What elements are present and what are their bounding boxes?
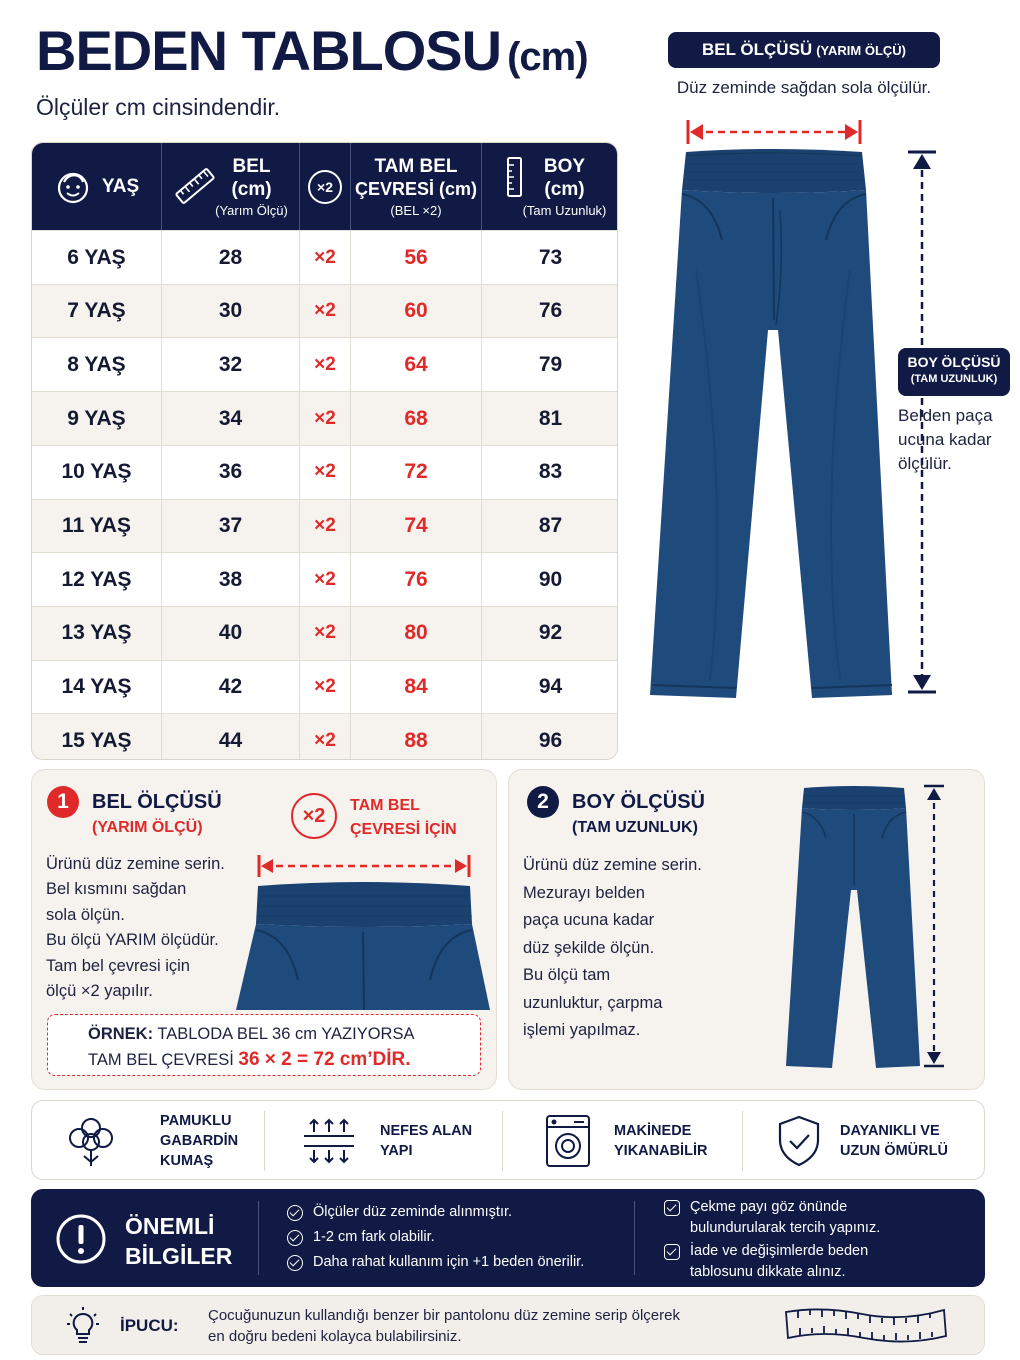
cell-x2: ×2 <box>300 285 351 338</box>
step-1-badge: 1 <box>47 786 79 818</box>
example-box <box>47 1014 481 1076</box>
important-item-text: Daha rahat kullanım için +1 beden önerilir. <box>313 1254 585 1270</box>
cell-boy: 83 <box>538 460 563 484</box>
cell-x2: ×2 <box>300 553 351 606</box>
example-label: ÖRNEK: <box>88 1025 154 1043</box>
cell-x2: ×2 <box>300 500 351 553</box>
cell-bel: 40 <box>162 607 300 660</box>
important-divider <box>634 1201 635 1275</box>
important-item-text: Çekme payı göz önünde <box>690 1199 848 1215</box>
bel-measure-note: Düz zeminde sağdan sola ölçülür. <box>676 78 932 97</box>
cell-tam: 84 <box>351 661 482 714</box>
feature-divider <box>264 1111 265 1171</box>
feature-line: UZUN ÖMÜRLÜ <box>840 1143 948 1159</box>
feature-washable <box>544 1101 707 1181</box>
bel-measure-pill-sub: (YARIM ÖLÇÜ) <box>816 42 906 58</box>
important-item-text: Ölçüler düz zeminde alınmıştır. <box>313 1204 513 1220</box>
example-result: 36 × 2 = 72 cm’DİR. <box>238 1049 411 1070</box>
header-bel-unit: (cm) <box>231 179 272 200</box>
cell-tam: 72 <box>351 446 482 499</box>
size-table <box>31 142 618 760</box>
table-row <box>32 552 618 606</box>
panel1-subtitle: (YARIM ÖLÇÜ) <box>92 819 203 836</box>
panel1-line: sola ölçün. <box>46 905 125 924</box>
cell-boy: 96 <box>538 728 563 752</box>
table-row <box>32 499 618 553</box>
example-text1: TABLODA BEL 36 cm YAZIYORSA <box>157 1025 415 1043</box>
important-title-line1: ÖNEMLİ <box>125 1213 215 1239</box>
table-row <box>32 660 618 714</box>
header-yas-label: YAŞ <box>101 176 140 197</box>
table-row <box>32 391 618 445</box>
cell-tam: 80 <box>351 607 482 660</box>
cell-boy: 73 <box>538 245 563 269</box>
cell-bel: 36 <box>162 446 300 499</box>
cell-tam: 56 <box>351 231 482 284</box>
important-item <box>664 1241 868 1283</box>
cell-age: 12 YAŞ <box>32 553 162 606</box>
check-circle-icon <box>287 1205 303 1221</box>
table-row <box>32 713 618 760</box>
panel2-line: düz şekilde ölçün. <box>523 938 655 957</box>
cell-x2: ×2 <box>300 661 351 714</box>
feature-line: PAMUKLU <box>160 1113 232 1129</box>
check-circle-icon <box>287 1255 303 1271</box>
cell-bel: 32 <box>162 338 300 391</box>
cell-x2: ×2 <box>300 231 351 284</box>
header-bel-label: BEL <box>232 156 271 177</box>
tip-box <box>31 1295 985 1355</box>
example-text2: TAM BEL ÇEVRESİ <box>88 1051 234 1069</box>
tip-text <box>208 1305 680 1347</box>
cell-age: 11 YAŞ <box>32 500 162 553</box>
cell-age: 8 YAŞ <box>32 338 162 391</box>
table-row <box>32 445 618 499</box>
warning-icon <box>55 1213 107 1265</box>
child-face-icon <box>54 168 92 206</box>
cell-age: 15 YAŞ <box>32 714 162 760</box>
important-divider <box>258 1201 259 1275</box>
cell-x2: ×2 <box>300 392 351 445</box>
cell-age: 6 YAŞ <box>32 231 162 284</box>
boy-measure-pill <box>898 348 1010 396</box>
pants-length-image <box>770 780 960 1072</box>
bel-measure-pill <box>668 32 940 68</box>
cell-tam: 64 <box>351 338 482 391</box>
panel1-x2-label-line1: TAM BEL <box>350 797 420 814</box>
checkbox-icon <box>664 1244 680 1260</box>
cell-boy: 94 <box>538 675 563 699</box>
feature-breathable-label <box>380 1121 472 1161</box>
panel1-line: Tam bel çevresi için <box>46 956 190 975</box>
table-row <box>32 606 618 660</box>
cell-age: 9 YAŞ <box>32 392 162 445</box>
important-item <box>287 1202 512 1223</box>
features-bar <box>31 1100 985 1180</box>
panel2-line: uzunluktur, çarpma <box>523 993 663 1012</box>
feature-line: YIKANABİLİR <box>614 1143 708 1159</box>
panel1-line: Bu ölçü YARIM ölçüdür. <box>46 931 219 950</box>
panel1-x2-label <box>350 794 457 842</box>
important-item <box>287 1227 435 1248</box>
cell-tam: 68 <box>351 392 482 445</box>
panel2-line: paça ucuna kadar <box>523 911 655 929</box>
panel2-title: BOY ÖLÇÜSÜ <box>572 791 705 813</box>
panel1-line: Ürünü düz zemine serin. <box>46 855 225 873</box>
important-info-box <box>31 1189 985 1287</box>
step-2-badge: 2 <box>527 786 559 818</box>
cell-age: 7 YAŞ <box>32 285 162 338</box>
header-boy-note: (Tam Uzunluk) <box>522 203 607 218</box>
cell-boy: 79 <box>538 352 563 376</box>
feature-washable-label <box>614 1121 707 1161</box>
panel2-line: işlemi yapılmaz. <box>523 1021 641 1039</box>
tip-label: İPUCU: <box>120 1316 179 1335</box>
feature-durable-label <box>840 1121 948 1161</box>
table-row <box>32 230 618 284</box>
panel1-instructions <box>46 852 225 1004</box>
page-subtitle: Ölçüler cm cinsindendir. <box>36 94 281 120</box>
important-item-text: bulundurularak tercih yapınız. <box>690 1220 881 1236</box>
example-line1 <box>88 1022 480 1047</box>
bel-measure-pill-label: BEL ÖLÇÜSÜ <box>702 40 813 59</box>
vertical-ruler-icon <box>506 157 524 197</box>
header-tam-bel <box>351 143 482 230</box>
important-item <box>287 1252 584 1273</box>
cell-age: 14 YAŞ <box>32 661 162 714</box>
panel1-line: ölçü ×2 yapılır. <box>46 982 153 1001</box>
cell-boy: 87 <box>538 514 563 537</box>
cell-x2: ×2 <box>300 714 351 760</box>
feature-line: KUMAŞ <box>160 1153 214 1169</box>
header-boy <box>482 143 618 230</box>
cell-age: 10 YAŞ <box>32 446 162 499</box>
panel2-line: Ürünü düz zemine serin. <box>523 856 702 874</box>
cell-bel: 37 <box>162 500 300 553</box>
waist-detail-image <box>232 850 494 1012</box>
tape-measure-icon <box>782 1302 952 1350</box>
important-item <box>664 1197 880 1239</box>
feature-divider <box>742 1111 743 1171</box>
cell-bel: 38 <box>162 553 300 606</box>
panel1-line: Bel kısmını sağdan <box>46 880 187 899</box>
panel2-instructions <box>523 852 702 1045</box>
feature-line: DAYANIKLI VE <box>840 1123 940 1139</box>
waist-width-arrow <box>688 120 860 144</box>
important-title-line2: BİLGİLER <box>125 1243 233 1269</box>
feature-line: MAKİNEDE <box>614 1123 692 1139</box>
boy-measure-pill-sub: (TAM UZUNLUK) <box>910 373 998 385</box>
cell-bel: 30 <box>162 285 300 338</box>
header-tam-bel-note: (BEL ×2) <box>390 203 442 218</box>
panel1-title: BEL ÖLÇÜSÜ <box>92 791 222 813</box>
feature-breathable <box>300 1101 472 1181</box>
feature-divider <box>502 1111 503 1171</box>
tip-line2: en doğru bedeni kolayca bulabilirsiniz. <box>208 1328 462 1345</box>
boy-measure-pill-label: BOY ÖLÇÜSÜ <box>907 354 1001 370</box>
header-boy-unit: (cm) <box>544 179 585 200</box>
important-item-text: tablosunu dikkate alınız. <box>690 1264 846 1280</box>
important-title <box>125 1211 232 1271</box>
x2-badge-icon: ×2 <box>291 793 337 839</box>
cell-bel: 44 <box>162 714 300 760</box>
pants-front-image <box>650 149 892 698</box>
cell-x2: ×2 <box>300 446 351 499</box>
cell-x2: ×2 <box>300 607 351 660</box>
cell-bel: 42 <box>162 661 300 714</box>
cell-boy: 90 <box>538 567 563 591</box>
pants-diagram <box>640 110 940 710</box>
feature-durable <box>776 1101 948 1181</box>
x2-circle-icon: ×2 <box>308 170 342 204</box>
table-row <box>32 337 618 391</box>
boy-measure-note: Belden paça ucuna kadar ölçülür. <box>898 406 993 473</box>
check-circle-icon <box>287 1230 303 1246</box>
page-title <box>36 18 588 83</box>
header-bel-note: (Yarım Ölçü) <box>215 203 288 218</box>
tip-line1: Çocuğunuzun kullandığı benzer bir pantolonu düz zemine serip ölçerek <box>208 1307 680 1324</box>
cell-tam: 88 <box>351 714 482 760</box>
cell-bel: 34 <box>162 392 300 445</box>
ruler-icon <box>172 163 218 209</box>
header-boy-label: BOY <box>543 156 586 177</box>
feature-cotton <box>62 1101 238 1181</box>
feature-cotton-label <box>160 1111 238 1171</box>
cell-bel: 28 <box>162 231 300 284</box>
feature-line: YAPI <box>380 1143 413 1159</box>
cell-x2: ×2 <box>300 338 351 391</box>
cotton-icon <box>62 1114 120 1168</box>
size-table-header <box>32 143 618 230</box>
panel2-line: Mezurayı belden <box>523 883 645 902</box>
washing-machine-icon <box>544 1114 592 1168</box>
cell-tam: 74 <box>351 500 482 553</box>
panel2-subtitle: (TAM UZUNLUK) <box>572 819 698 836</box>
header-bel <box>162 143 300 230</box>
cell-tam: 60 <box>351 285 482 338</box>
panel2-line: Bu ölçü tam <box>523 966 611 984</box>
cell-tam: 76 <box>351 553 482 606</box>
header-yas <box>32 143 162 230</box>
cell-age: 13 YAŞ <box>32 607 162 660</box>
header-x2 <box>300 143 351 230</box>
table-row <box>32 284 618 338</box>
shield-check-icon <box>776 1114 822 1168</box>
feature-line: NEFES ALAN <box>380 1123 473 1139</box>
important-item-text: İade ve değişimlerde beden <box>690 1243 869 1259</box>
checkbox-icon <box>664 1200 680 1216</box>
cell-boy: 92 <box>538 621 563 645</box>
page-title-unit: (cm) <box>507 35 588 79</box>
feature-line: GABARDİN <box>160 1133 239 1149</box>
header-tam-bel-line2: ÇEVRESİ (cm) <box>354 179 478 199</box>
cell-boy: 76 <box>538 299 563 323</box>
breathable-icon <box>300 1116 358 1166</box>
example-line2 <box>88 1047 480 1073</box>
panel1-x2-label-line2: ÇEVRESİ İÇİN <box>350 821 457 838</box>
header-tam-bel-line1: TAM BEL <box>374 156 458 177</box>
lightbulb-icon <box>66 1306 100 1346</box>
important-item-text: 1-2 cm fark olabilir. <box>313 1229 435 1245</box>
page-title-text: BEDEN TABLOSU <box>36 19 502 82</box>
cell-boy: 81 <box>538 406 563 430</box>
